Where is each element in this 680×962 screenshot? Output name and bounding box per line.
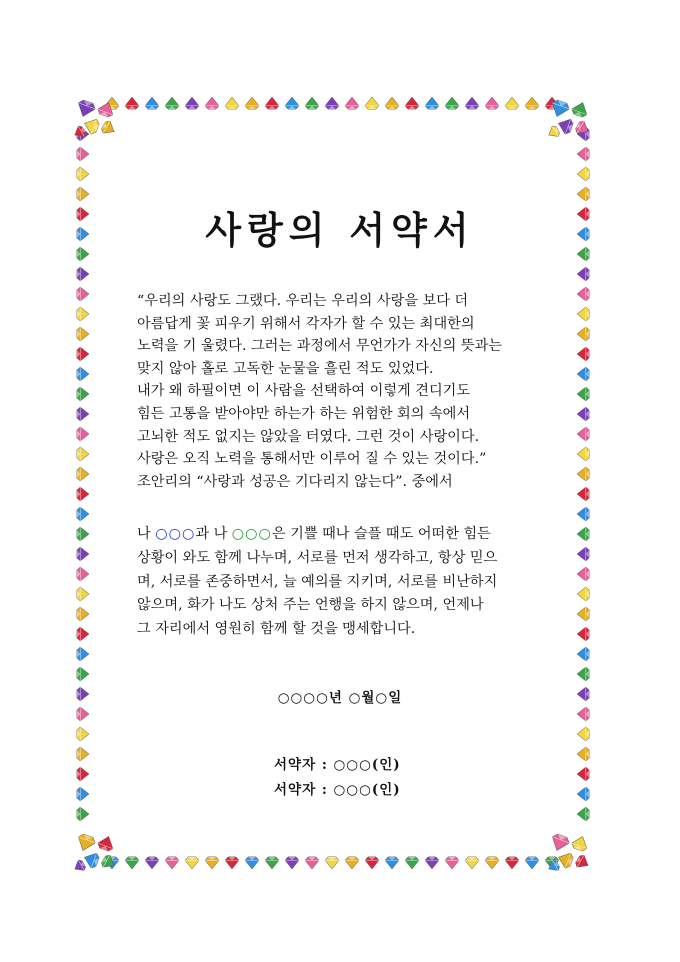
gem-icon: [505, 857, 519, 869]
gem-icon: [185, 97, 199, 109]
gem-icon: [577, 147, 589, 161]
vow-paragraph: [137, 523, 567, 642]
gem-icon: [577, 187, 589, 201]
gem-icon: [77, 327, 89, 341]
gem-icon: [577, 407, 589, 421]
gem-icon: [77, 727, 89, 741]
gem-icon: [577, 807, 589, 821]
quote-line: 맞지 않아 홀로 고독한 눈물을 흘린 적도 있었다.: [137, 360, 434, 377]
gem-icon: [577, 787, 589, 801]
gem-icon: [77, 307, 89, 321]
gem-icon: [577, 347, 589, 361]
page-title: 사랑의 서약서: [205, 208, 475, 252]
quote-line: 사랑은 오직 노력을 통해서만 이루어 질 수 있는 것이다.”: [137, 451, 487, 468]
gem-icon: [577, 167, 589, 181]
gem-icon: [577, 727, 589, 741]
gem-icon: [77, 467, 89, 481]
gem-icon: [465, 857, 479, 869]
signature-line-1: 서약자 : ○○○(인): [274, 757, 401, 773]
vow-line: 그 자리에서 영원히 함께 할 것을 맹세합니다.: [137, 621, 416, 638]
gem-icon: [77, 787, 89, 801]
vow-line: 않으며, 화가 나도 상처 주는 언행을 하지 않으며, 언제나: [137, 597, 484, 614]
gem-icon: [577, 627, 589, 641]
partner-name-2: ○○○: [231, 526, 272, 542]
gem-icon: [125, 97, 139, 109]
gem-icon: [345, 857, 359, 869]
gem-icon: [77, 407, 89, 421]
gem-icon: [577, 507, 589, 521]
gem-icon: [225, 97, 239, 109]
gem-icon: [305, 97, 319, 109]
gem-icon: [546, 125, 561, 141]
gem-icon: [405, 857, 419, 869]
vow-prefix: 나: [137, 526, 156, 542]
gem-icon: [577, 527, 589, 541]
quote-line: 아름답게 꽃 피우기 위해서 각자가 할 수 있는 최대한의: [137, 315, 475, 332]
quote-line: 고뇌한 적도 없지는 않았을 터였다. 그런 것이 사랑이다.: [137, 428, 480, 445]
gem-icon: [577, 327, 589, 341]
gem-icon: [77, 347, 89, 361]
gem-icon: [245, 857, 259, 869]
gem-icon: [574, 853, 592, 871]
gem-icon: [77, 647, 89, 661]
gem-icon: [577, 387, 589, 401]
gem-icon: [577, 707, 589, 721]
gem-icon: [577, 567, 589, 581]
gem-icon: [77, 527, 89, 541]
gem-icon: [525, 857, 539, 869]
signature-line-2: 서약자 : ○○○(인): [274, 782, 401, 798]
gem-icon: [96, 834, 116, 853]
vow-line: 상황이 와도 함께 나누며, 서로를 먼저 생각하고, 항상 믿으: [137, 549, 498, 566]
gem-icon: [385, 97, 399, 109]
vow-line: [137, 523, 567, 547]
gem-icon: [548, 833, 570, 854]
gem-icon: [577, 547, 589, 561]
gem-icon: [165, 97, 179, 109]
gem-icon: [77, 427, 89, 441]
gem-icon: [385, 857, 399, 869]
gem-icon: [145, 857, 159, 869]
gem-icon: [265, 97, 279, 109]
gem-icon: [577, 647, 589, 661]
gem-icon: [577, 307, 589, 321]
quote-source: 조안리의 “사랑과 성공은 기다리지 않는다”. 중에서: [137, 473, 453, 490]
gem-icon: [425, 857, 439, 869]
gem-icon: [77, 507, 89, 521]
vow-line: 며, 서로를 존중하면서, 늘 예의를 지키며, 서로를 비난하지: [137, 573, 498, 590]
gem-icon: [405, 97, 419, 109]
gem-icon: [285, 857, 299, 869]
gem-icon: [577, 367, 589, 381]
gem-icon: [445, 97, 459, 109]
gem-icon: [77, 627, 89, 641]
gem-icon: [77, 447, 89, 461]
gem-icon: [77, 667, 89, 681]
gem-icon: [77, 267, 89, 281]
gem-icon: [325, 857, 339, 869]
gem-icon: [365, 857, 379, 869]
gem-icon: [505, 97, 519, 109]
vow-line-text: 은 기쁠 때나 슬플 때도 어떠한 힘든: [271, 526, 491, 542]
gem-icon: [77, 187, 89, 201]
gem-icon: [445, 857, 459, 869]
gem-icon: [365, 97, 379, 109]
vow-connector: 과 나: [195, 526, 232, 542]
gem-icon: [577, 267, 589, 281]
gem-icon: [145, 97, 159, 109]
pledge-date: ○○○○년 ○월○일: [277, 690, 403, 706]
gem-icon: [485, 97, 499, 109]
gem-icon: [345, 97, 359, 109]
gem-icon: [77, 587, 89, 601]
gem-icon: [77, 567, 89, 581]
gem-icon: [77, 487, 89, 501]
gem-icon: [577, 427, 589, 441]
gem-icon: [77, 607, 89, 621]
gem-icon: [77, 767, 89, 781]
quote-paragraph: [137, 290, 567, 493]
gem-icon: [285, 97, 299, 109]
gem-icon: [77, 367, 89, 381]
gem-icon: [77, 747, 89, 761]
gem-icon: [577, 607, 589, 621]
gem-icon: [577, 447, 589, 461]
quote-line: 힘든 고통을 받아야만 하는가 하는 위험한 회의 속에서: [137, 405, 471, 422]
gem-icon: [577, 467, 589, 481]
quote-line: 노력을 기 울렸다. 그러는 과정에서 무언가가 자신의 뜻과는: [137, 338, 503, 355]
gem-icon: [465, 97, 479, 109]
gem-icon: [325, 97, 339, 109]
gem-icon: [577, 487, 589, 501]
gem-icon: [577, 587, 589, 601]
partner-name-1: ○○○: [155, 526, 196, 542]
gem-icon: [77, 167, 89, 181]
gem-icon: [77, 547, 89, 561]
gem-icon: [485, 857, 499, 869]
gem-icon: [577, 747, 589, 761]
gem-icon: [225, 857, 239, 869]
gem-icon: [185, 857, 199, 869]
gem-icon: [165, 857, 179, 869]
gem-icon: [525, 97, 539, 109]
gem-icon: [245, 97, 259, 109]
quote-line: “우리의 사랑도 그랬다. 우리는 우리의 사랑을 보다 더: [137, 293, 469, 309]
gem-icon: [577, 287, 589, 301]
gem-icon: [570, 100, 590, 119]
gem-icon: [100, 119, 118, 137]
gem-icon: [205, 857, 219, 869]
gem-icon: [125, 857, 139, 869]
gem-icon: [77, 287, 89, 301]
gem-icon: [77, 707, 89, 721]
gem-icon: [77, 387, 89, 401]
gem-icon: [74, 99, 96, 120]
gem-icon: [265, 857, 279, 869]
quote-line: 내가 왜 하필이면 이 사람을 선택하여 이렇게 견디기도: [137, 383, 471, 400]
gem-icon: [72, 859, 87, 875]
gem-icon: [205, 97, 219, 109]
gem-icon: [77, 147, 89, 161]
gem-icon: [77, 807, 89, 821]
gem-icon: [305, 857, 319, 869]
gem-icon: [577, 667, 589, 681]
gem-icon: [577, 767, 589, 781]
gem-icon: [74, 833, 96, 854]
gem-icon: [425, 97, 439, 109]
gem-icon: [570, 834, 590, 853]
